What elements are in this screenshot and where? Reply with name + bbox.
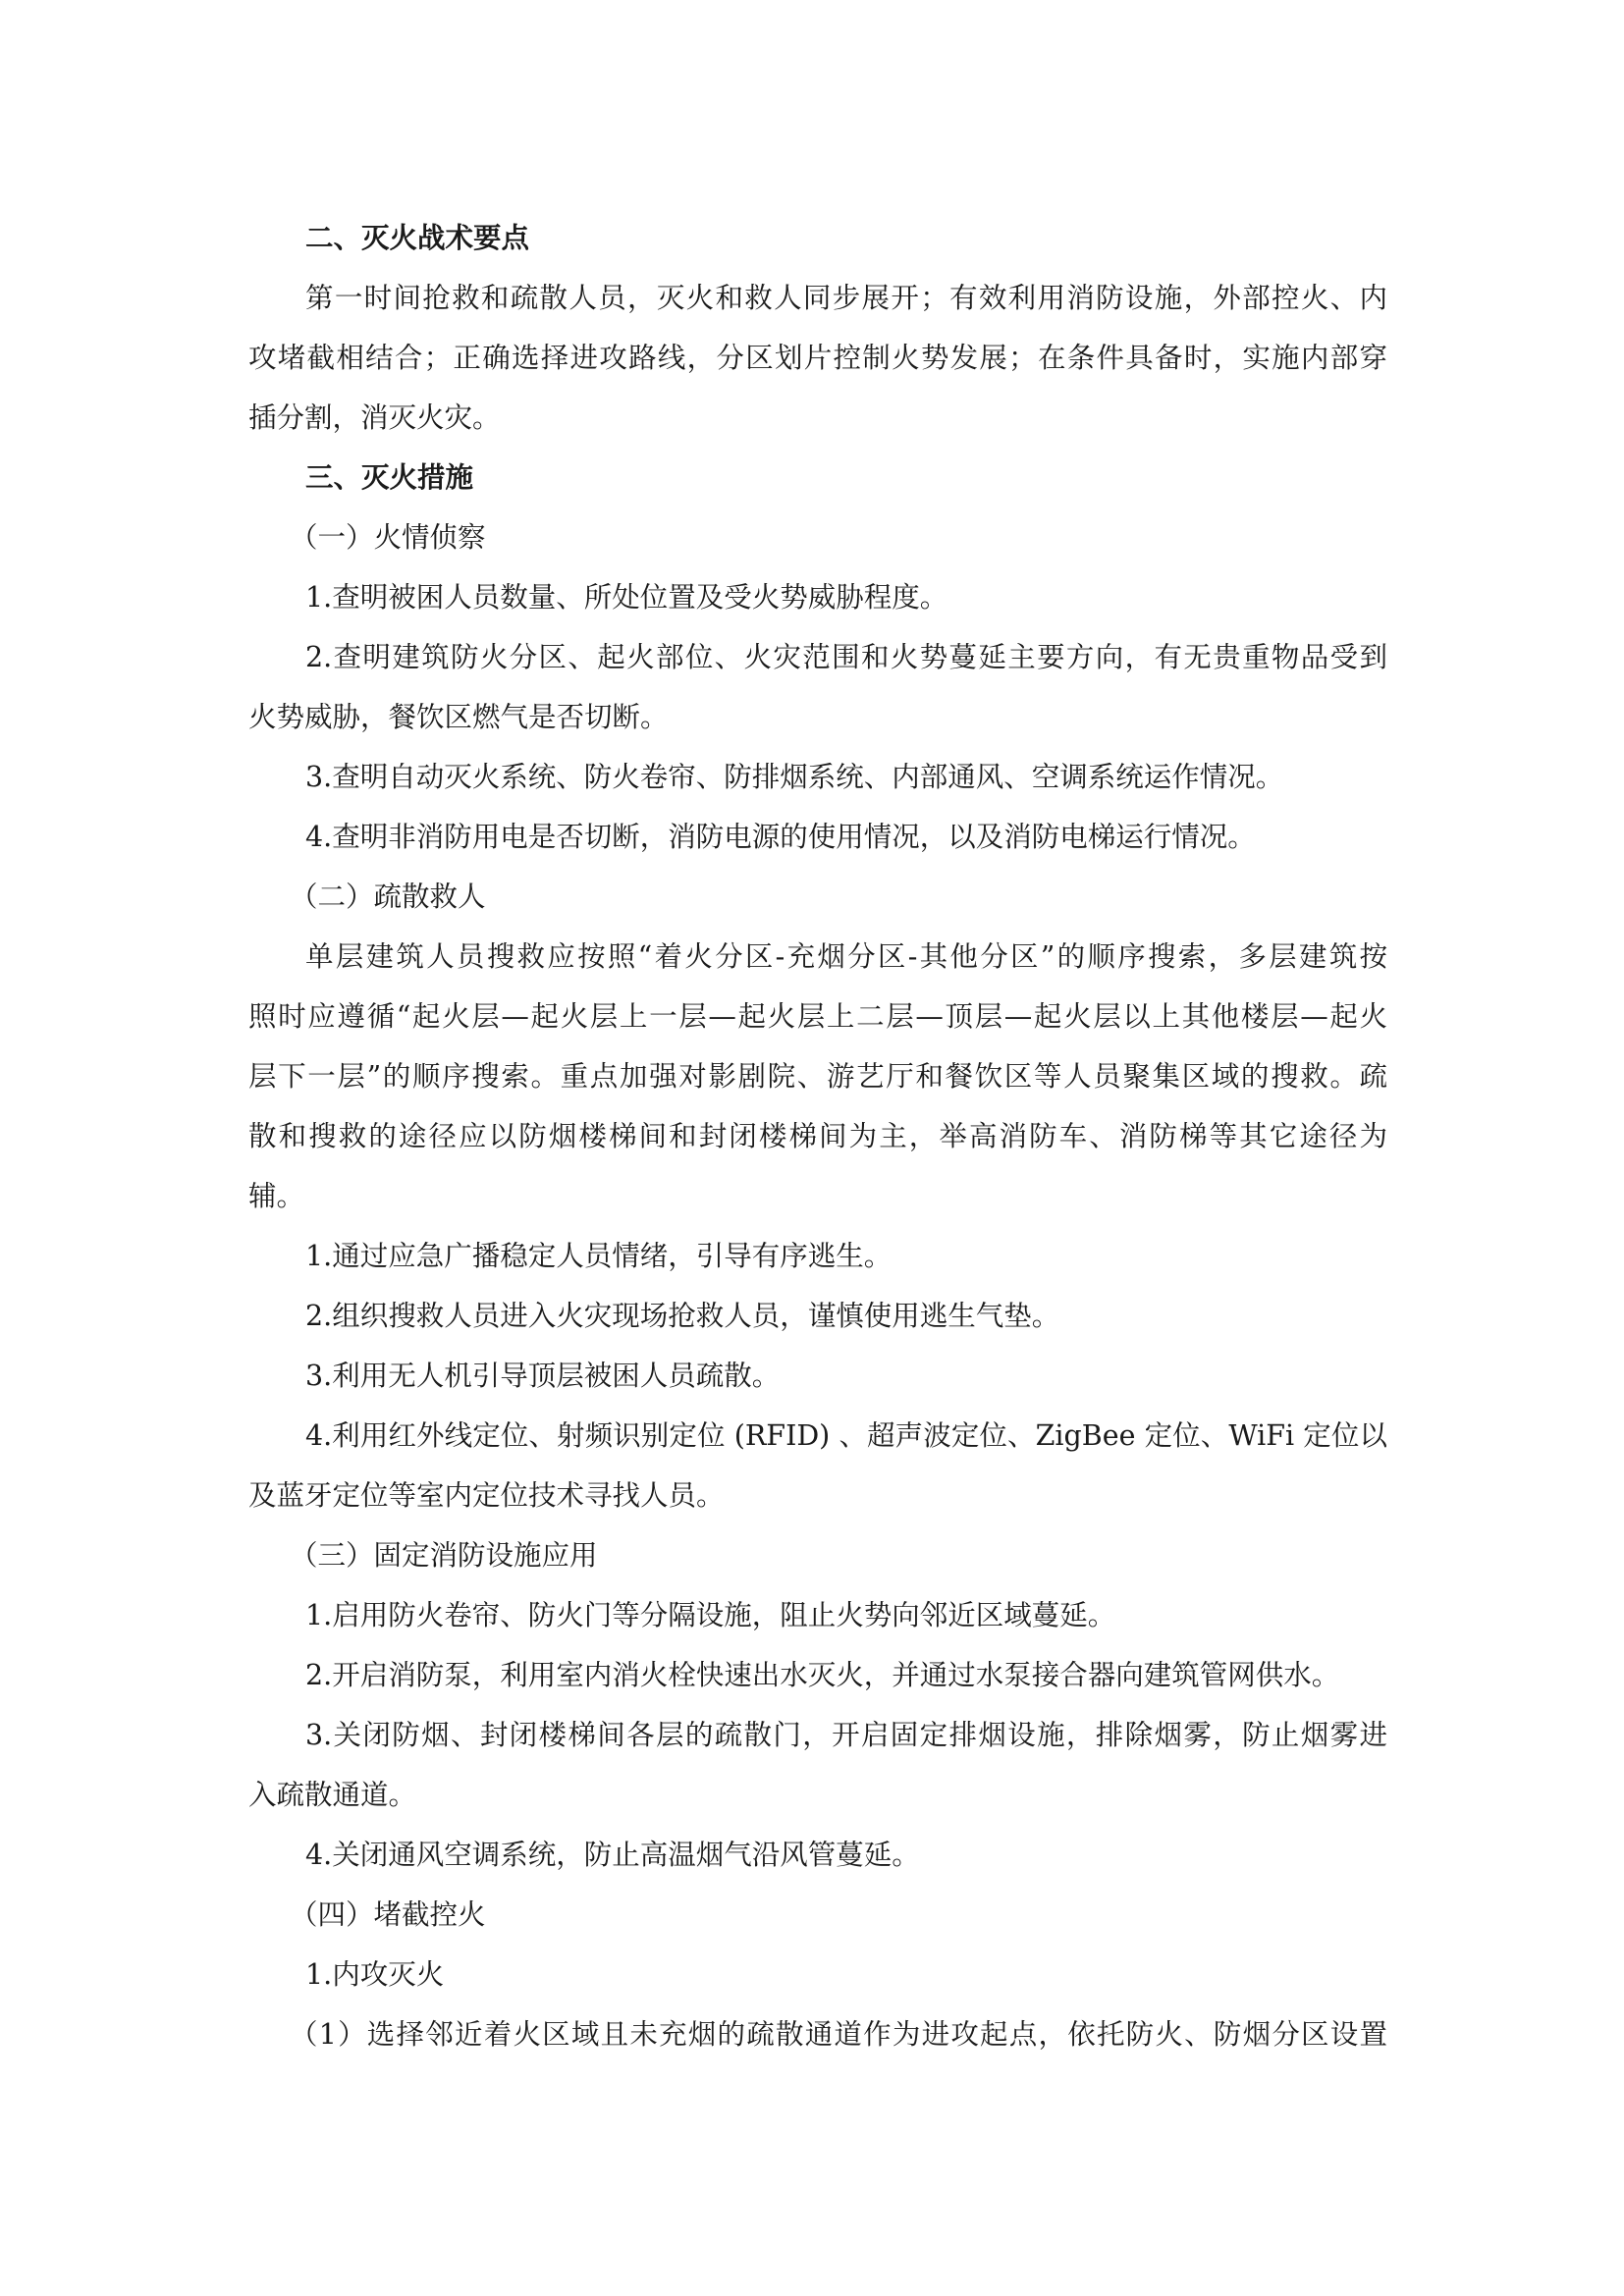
list-item: 4.利用红外线定位、射频识别定位 (RFID) 、超声波定位、ZigBee 定位、WiFi 定位以 <box>305 1419 1387 1452</box>
paragraph-line: 散和搜救的途径应以防烟楼梯间和封闭楼梯间为主，举高消防车、消防梯等其它途径为 <box>248 1120 1387 1152</box>
paragraph-line: 层下一层”的顺序搜索。重点加强对影剧院、游艺厅和餐饮区等人员聚集区域的搜救。疏 <box>248 1060 1387 1093</box>
list-item: 2.查明建筑防火分区、起火部位、火灾范围和火势蔓延主要方向，有无贵重物品受到 <box>305 641 1387 673</box>
paragraph-line: 照时应遵循“起火层—起火层上一层—起火层上二层—顶层—起火层以上其他楼层—起火 <box>248 1000 1387 1033</box>
subsection-title-reconnaissance: （一）火情侦察 <box>290 521 486 554</box>
paragraph-line: 插分割，消灭火灾。 <box>248 401 501 434</box>
paragraph-line: 攻堵截相结合；正确选择进攻路线，分区划片控制火势发展；在条件具备时，实施内部穿 <box>248 342 1387 374</box>
list-item: 2.组织搜救人员进入火灾现场抢救人员，谨慎使用逃生气垫。 <box>305 1300 1060 1332</box>
list-item: 1.内攻灭火 <box>305 1958 445 1991</box>
list-item: 1.查明被困人员数量、所处位置及受火势威胁程度。 <box>305 581 948 614</box>
paragraph-line: 单层建筑人员搜救应按照“着火分区-充烟分区-其他分区”的顺序搜索，多层建筑按 <box>305 940 1387 973</box>
list-item: 4.关闭通风空调系统，防止高温烟气沿风管蔓延。 <box>305 1839 920 1871</box>
paragraph-line: 辅。 <box>248 1180 305 1212</box>
list-item: 4.查明非消防用电是否切断，消防电源的使用情况，以及消防电梯运行情况。 <box>305 821 1256 853</box>
list-item-continuation: 火势威胁，餐饮区燃气是否切断。 <box>248 701 669 733</box>
list-item: （1）选择邻近着火区域且未充烟的疏散通道作为进攻起点，依托防火、防烟分区设置 <box>290 2018 1387 2051</box>
list-item: 3.利用无人机引导顶层被困人员疏散。 <box>305 1360 781 1392</box>
section-heading-measures: 三、灭火措施 <box>305 461 474 494</box>
list-item: 1.通过应急广播稳定人员情绪，引导有序逃生。 <box>305 1240 893 1272</box>
list-item: 3.查明自动灭火系统、防火卷帘、防排烟系统、内部通风、空调系统运作情况。 <box>305 761 1284 793</box>
subsection-title-containment: （四）堵截控火 <box>290 1898 486 1931</box>
list-item: 1.启用防火卷帘、防火门等分隔设施，阻止火势向邻近区域蔓延。 <box>305 1599 1116 1631</box>
document-page <box>248 208 1387 2064</box>
list-item-continuation: 入疏散通道。 <box>248 1779 417 1811</box>
list-item: 2.开启消防泵，利用室内消火栓快速出水灭火，并通过水泵接合器向建筑管网供水。 <box>305 1659 1340 1691</box>
subsection-title-fixed-facilities: （三）固定消防设施应用 <box>290 1539 598 1572</box>
paragraph-line: 第一时间抢救和疏散人员，灭火和救人同步展开；有效利用消防设施，外部控火、内 <box>305 282 1387 314</box>
list-item: 3.关闭防烟、封闭楼梯间各层的疏散门，开启固定排烟设施，排除烟雾，防止烟雾进 <box>305 1719 1387 1751</box>
list-item-continuation: 及蓝牙定位等室内定位技术寻找人员。 <box>248 1479 725 1512</box>
subsection-title-evacuation: （二）疏散救人 <box>290 881 486 913</box>
section-heading-tactics: 二、灭火战术要点 <box>305 222 530 254</box>
